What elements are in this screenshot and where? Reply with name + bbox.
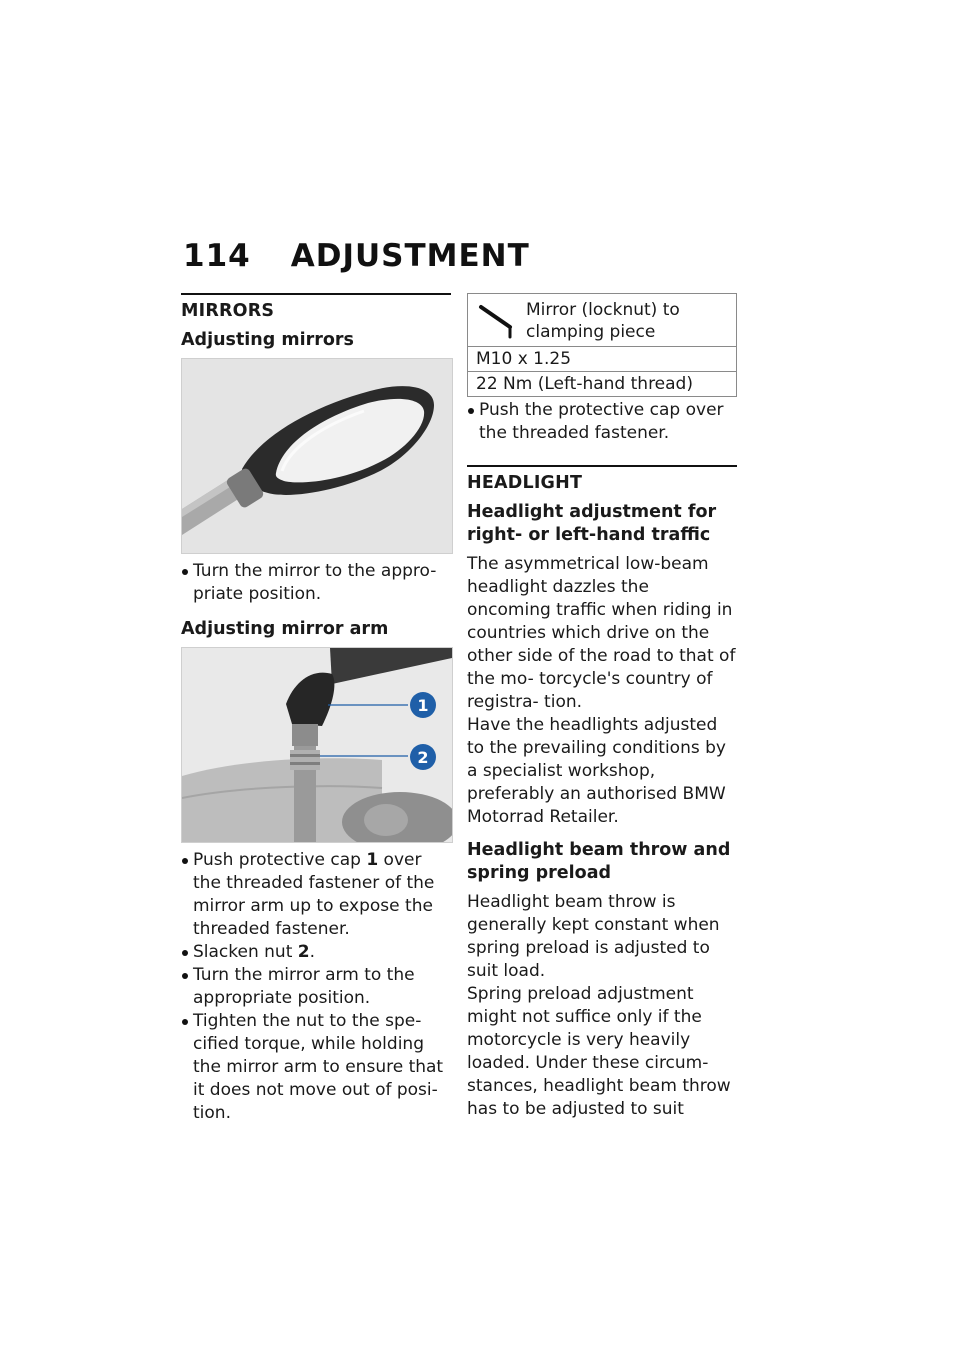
section-title-mirrors: MIRRORS <box>181 301 275 321</box>
mirror-figure <box>181 358 453 554</box>
mirror-arm-illustration <box>182 648 452 842</box>
step-text: over the threaded fastener of the mirror arm up to expose the threaded fastener. <box>193 850 435 939</box>
list-item: Push the protective cap over the threaded fastener. <box>467 399 737 445</box>
subsection-title-adjusting-mirror-arm: Adjusting mirror arm <box>181 619 389 639</box>
torque-thread: M10 x 1.25 <box>468 347 737 372</box>
list-item: Turn the mirror to the appro- priate position. <box>181 560 451 606</box>
torque-label: Mirror (locknut) to clamping piece <box>526 300 680 342</box>
torque-value: 22 Nm (Left-hand thread) <box>468 372 737 397</box>
list-item: Turn the mirror arm to the appropriate position. <box>181 964 451 1010</box>
torque-spec-table <box>467 293 737 397</box>
paragraph: Spring preload adjustment might not suffice only if the motorcycle is very heavily loaded. Under these circum- stances, headlight beam throw has to be adjusted to suit <box>467 984 731 1119</box>
list-item <box>181 941 451 964</box>
right-column <box>467 293 737 1121</box>
list-item: Tighten the nut to the spe- cified torque, while holding the mirror arm to ensure that it does not move out of posi- tion. <box>181 1010 451 1125</box>
torque-header-cell <box>468 294 737 347</box>
page-number: 114 <box>183 238 251 274</box>
adjusting-mirrors-steps <box>181 560 451 606</box>
subsection-title-adjusting-mirrors: Adjusting mirrors <box>181 330 354 350</box>
step-text: Push protective cap <box>193 850 367 870</box>
subsection-title-traffic: Headlight adjustment for right- or left-hand traffic <box>467 502 717 545</box>
list-item <box>181 849 451 941</box>
torque-wrench-icon <box>476 299 518 341</box>
page-header <box>183 238 530 274</box>
chapter-title: ADJUSTMENT <box>290 238 530 274</box>
section-rule <box>181 293 451 295</box>
subsection-title-beam-throw: Headlight beam throw and spring preload <box>467 840 731 883</box>
adjusting-mirror-arm-steps <box>181 849 451 1125</box>
mirror-illustration <box>182 359 452 553</box>
paragraph: Headlight beam throw is generally kept constant when spring preload is adjusted to suit load. <box>467 892 720 981</box>
callout-2-label: 2 <box>417 748 429 767</box>
step-ref-1: 1 <box>366 850 379 870</box>
callout-1-label: 1 <box>417 696 429 715</box>
section-rule <box>467 465 737 467</box>
paragraph: The asymmetrical low-beam headlight dazzles the oncoming traffic when riding in countries which drive on the other side of the road to that of the mo- torcycle's country of registra- tion. <box>467 554 736 712</box>
step-text: . <box>309 942 316 962</box>
section-title-headlight: HEADLIGHT <box>467 473 583 493</box>
left-column <box>181 293 451 1125</box>
paragraph: Have the headlights adjusted to the prevailing conditions by a specialist workshop, preferably an authorised BMW Motorrad Retailer. <box>467 715 726 827</box>
step-ref-2: 2 <box>297 942 310 962</box>
step-text: Slacken nut <box>193 942 298 962</box>
mirror-arm-figure <box>181 647 453 843</box>
protective-cap-steps <box>467 399 737 445</box>
